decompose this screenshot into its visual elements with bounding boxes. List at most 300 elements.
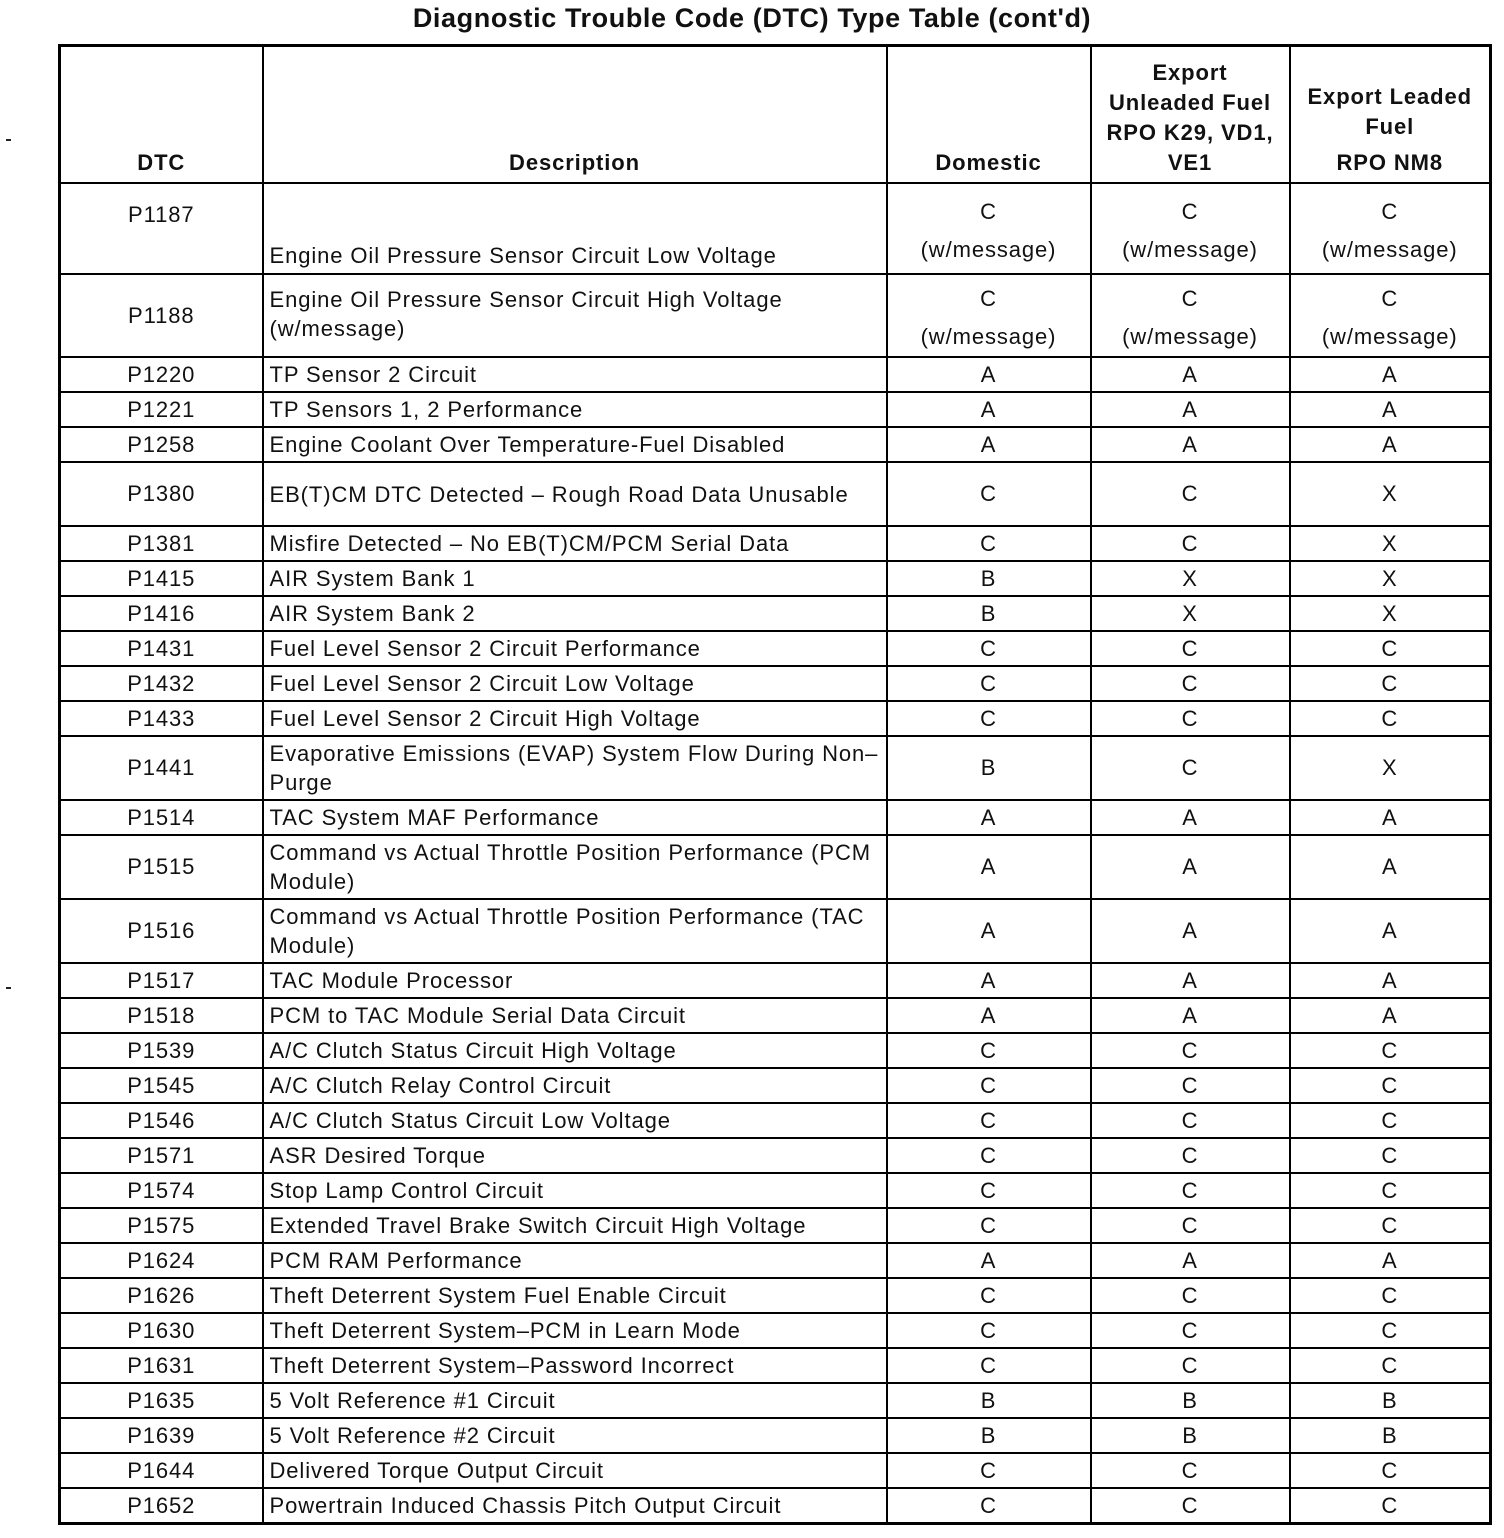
header-line: RPO NM8 bbox=[1336, 150, 1444, 175]
type-value: C bbox=[1181, 1037, 1199, 1063]
export-unleaded-type-cell bbox=[1091, 561, 1290, 596]
table-row bbox=[60, 736, 1491, 800]
type-value: C bbox=[1181, 285, 1199, 311]
table-row bbox=[60, 392, 1491, 427]
domestic-type-cell bbox=[887, 1208, 1091, 1243]
domestic-type-cell bbox=[887, 963, 1091, 998]
table-row bbox=[60, 561, 1491, 596]
dtc-code-cell: P1431 bbox=[60, 631, 263, 666]
margin-mark bbox=[6, 987, 11, 989]
dtc-code-cell: P1630 bbox=[60, 1313, 263, 1348]
type-value: C bbox=[1181, 1492, 1199, 1518]
export-leaded-type-cell bbox=[1290, 1243, 1491, 1278]
table-row bbox=[60, 357, 1491, 392]
type-value: A bbox=[980, 431, 997, 457]
type-value: B bbox=[1182, 1422, 1198, 1448]
type-value: A bbox=[980, 804, 997, 830]
table-row bbox=[60, 1313, 1491, 1348]
header-line: Unleaded Fuel bbox=[1108, 90, 1272, 115]
page-title: Diagnostic Trouble Code (DTC) Type Table (cont'd) bbox=[412, 3, 1092, 33]
type-value: C bbox=[1381, 1212, 1399, 1238]
type-value: C bbox=[1181, 1212, 1199, 1238]
table-row bbox=[60, 1033, 1491, 1068]
domestic-type-cell bbox=[887, 561, 1091, 596]
export-unleaded-type-cell bbox=[1091, 1453, 1290, 1488]
type-value: A bbox=[1182, 1002, 1198, 1028]
export-leaded-type-cell bbox=[1290, 736, 1491, 800]
type-value: C bbox=[980, 1072, 997, 1098]
table-row bbox=[60, 835, 1491, 899]
dtc-type-table bbox=[58, 44, 1492, 1525]
description-cell: Theft Deterrent System–Password Incorrect bbox=[263, 1348, 887, 1383]
description-cell: Command vs Actual Throttle Position Performance (TAC Module) bbox=[263, 899, 887, 963]
type-value: A bbox=[1182, 1247, 1198, 1273]
export-leaded-type-cell bbox=[1290, 666, 1491, 701]
type-value: B bbox=[1381, 1387, 1398, 1413]
export-leaded-type-cell bbox=[1290, 1313, 1491, 1348]
domestic-type-cell bbox=[887, 899, 1091, 963]
export-unleaded-type-cell bbox=[1091, 963, 1290, 998]
domestic-type-cell bbox=[887, 596, 1091, 631]
export-leaded-type-cell bbox=[1290, 998, 1491, 1033]
export-unleaded-type-cell bbox=[1091, 1068, 1290, 1103]
type-value: C bbox=[980, 1457, 997, 1483]
table-row bbox=[60, 1278, 1491, 1313]
export-unleaded-type-cell bbox=[1091, 666, 1290, 701]
table-row bbox=[60, 462, 1491, 526]
dtc-code-cell: P1652 bbox=[60, 1488, 263, 1524]
export-leaded-type-cell bbox=[1290, 1418, 1491, 1453]
domestic-type-cell bbox=[887, 1383, 1091, 1418]
export-unleaded-type-cell bbox=[1091, 1488, 1290, 1524]
type-value: C bbox=[1181, 705, 1199, 731]
dtc-code-cell: P1517 bbox=[60, 963, 263, 998]
description-cell: TAC Module Processor bbox=[263, 963, 887, 998]
type-value: C bbox=[1381, 670, 1399, 696]
dtc-code-cell: P1416 bbox=[60, 596, 263, 631]
description-cell: TAC System MAF Performance bbox=[263, 800, 887, 835]
type-value: X bbox=[1381, 565, 1398, 591]
type-value: C bbox=[1381, 198, 1399, 224]
dtc-code-cell: P1631 bbox=[60, 1348, 263, 1383]
export-unleaded-type-cell bbox=[1091, 462, 1290, 526]
description-cell: Engine Coolant Over Temperature-Fuel Disabled bbox=[263, 427, 887, 462]
export-leaded-type-cell bbox=[1290, 427, 1491, 462]
export-leaded-type-cell bbox=[1290, 1138, 1491, 1173]
type-value: B bbox=[1381, 1422, 1398, 1448]
domestic-type-cell bbox=[887, 427, 1091, 462]
type-value: C bbox=[1181, 1107, 1199, 1133]
type-value: C bbox=[980, 198, 997, 224]
type-value: A bbox=[1182, 967, 1198, 993]
type-value: C bbox=[980, 1177, 997, 1203]
dtc-code-cell: P1432 bbox=[60, 666, 263, 701]
type-value: A bbox=[1182, 918, 1198, 943]
type-value: A bbox=[1381, 396, 1398, 422]
dtc-code-cell: P1516 bbox=[60, 899, 263, 963]
type-value: C bbox=[1181, 1072, 1199, 1098]
export-unleaded-type-cell bbox=[1091, 1348, 1290, 1383]
type-value: C bbox=[1181, 670, 1199, 696]
type-value: C bbox=[980, 635, 997, 661]
domestic-type-cell bbox=[887, 631, 1091, 666]
export-leaded-type-cell bbox=[1290, 462, 1491, 526]
domestic-type-cell bbox=[887, 1453, 1091, 1488]
type-value: C bbox=[1381, 1492, 1399, 1518]
table-body bbox=[60, 183, 1491, 1524]
description-cell: ASR Desired Torque bbox=[263, 1138, 887, 1173]
export-leaded-type-cell bbox=[1290, 1453, 1491, 1488]
export-unleaded-type-cell bbox=[1091, 274, 1290, 357]
type-value: (w/message) bbox=[1122, 236, 1258, 262]
dtc-code-cell: P1441 bbox=[60, 736, 263, 800]
dtc-code-cell: P1626 bbox=[60, 1278, 263, 1313]
header-line: VE1 bbox=[1167, 150, 1213, 175]
margin-mark bbox=[6, 139, 11, 141]
table-row bbox=[60, 1453, 1491, 1488]
table-row bbox=[60, 596, 1491, 631]
type-value: (w/message) bbox=[920, 323, 1057, 349]
table-row bbox=[60, 1243, 1491, 1278]
table-row bbox=[60, 1103, 1491, 1138]
type-value: X bbox=[1381, 755, 1398, 780]
export-leaded-type-cell bbox=[1290, 1103, 1491, 1138]
type-value: (w/message) bbox=[1321, 323, 1458, 349]
type-value: A bbox=[1182, 361, 1198, 387]
export-leaded-type-cell bbox=[1290, 561, 1491, 596]
description-cell: Engine Oil Pressure Sensor Circuit Low Voltage bbox=[263, 183, 887, 274]
export-leaded-type-cell bbox=[1290, 183, 1491, 274]
type-value: C bbox=[980, 285, 997, 311]
description-cell: Command vs Actual Throttle Position Performance (PCM Module) bbox=[263, 835, 887, 899]
type-value: C bbox=[1181, 1317, 1199, 1343]
description-cell: PCM RAM Performance bbox=[263, 1243, 887, 1278]
dtc-code-cell: P1539 bbox=[60, 1033, 263, 1068]
description-cell: Fuel Level Sensor 2 Circuit Low Voltage bbox=[263, 666, 887, 701]
type-value: X bbox=[1381, 530, 1398, 556]
type-value: C bbox=[1181, 1352, 1199, 1378]
export-unleaded-type-cell bbox=[1091, 1418, 1290, 1453]
header-domestic: Domestic bbox=[887, 46, 1091, 184]
description-cell: Delivered Torque Output Circuit bbox=[263, 1453, 887, 1488]
type-value: A bbox=[1182, 431, 1198, 457]
export-unleaded-type-cell bbox=[1091, 357, 1290, 392]
dtc-code-cell: P1546 bbox=[60, 1103, 263, 1138]
export-unleaded-type-cell bbox=[1091, 1173, 1290, 1208]
type-value: C bbox=[980, 705, 997, 731]
description-cell: A/C Clutch Status Circuit High Voltage bbox=[263, 1033, 887, 1068]
type-value: A bbox=[980, 918, 997, 943]
export-unleaded-type-cell bbox=[1091, 526, 1290, 561]
dtc-code-cell: P1574 bbox=[60, 1173, 263, 1208]
export-leaded-type-cell bbox=[1290, 631, 1491, 666]
type-value: X bbox=[1182, 600, 1198, 626]
type-value: C bbox=[1381, 1317, 1399, 1343]
type-value: C bbox=[980, 1492, 997, 1518]
table-row bbox=[60, 427, 1491, 462]
description-cell: AIR System Bank 2 bbox=[263, 596, 887, 631]
type-value: A bbox=[980, 1002, 997, 1028]
dtc-code-cell: P1415 bbox=[60, 561, 263, 596]
description-cell: Misfire Detected – No EB(T)CM/PCM Serial Data bbox=[263, 526, 887, 561]
domestic-type-cell bbox=[887, 1103, 1091, 1138]
domestic-type-cell bbox=[887, 1068, 1091, 1103]
domestic-type-cell bbox=[887, 1418, 1091, 1453]
export-unleaded-type-cell bbox=[1091, 1383, 1290, 1418]
export-unleaded-type-cell bbox=[1091, 1208, 1290, 1243]
domestic-type-cell bbox=[887, 1313, 1091, 1348]
table-row bbox=[60, 998, 1491, 1033]
description-cell: A/C Clutch Status Circuit Low Voltage bbox=[263, 1103, 887, 1138]
domestic-type-cell bbox=[887, 357, 1091, 392]
type-value: A bbox=[1182, 396, 1198, 422]
export-unleaded-type-cell bbox=[1091, 1103, 1290, 1138]
export-unleaded-type-cell bbox=[1091, 998, 1290, 1033]
domestic-type-cell bbox=[887, 1138, 1091, 1173]
type-value: C bbox=[1181, 1457, 1199, 1483]
header-line: RPO K29, VD1, bbox=[1106, 120, 1274, 145]
type-value: C bbox=[980, 1107, 997, 1133]
type-value: B bbox=[1182, 1387, 1198, 1413]
description-cell: Engine Oil Pressure Sensor Circuit High Voltage (w/message) bbox=[263, 274, 887, 357]
export-leaded-type-cell bbox=[1290, 701, 1491, 736]
export-leaded-type-cell bbox=[1290, 1383, 1491, 1418]
type-value: C bbox=[980, 670, 997, 696]
type-value: A bbox=[980, 396, 997, 422]
table-row bbox=[60, 800, 1491, 835]
domestic-type-cell bbox=[887, 666, 1091, 701]
export-leaded-type-cell bbox=[1290, 835, 1491, 899]
header-dtc: DTC bbox=[60, 46, 263, 184]
type-value: C bbox=[1181, 1142, 1199, 1168]
type-value: C bbox=[1381, 705, 1399, 731]
dtc-code-cell: P1188 bbox=[60, 274, 263, 357]
type-value: C bbox=[1181, 1177, 1199, 1203]
description-cell: Theft Deterrent System Fuel Enable Circuit bbox=[263, 1278, 887, 1313]
export-unleaded-type-cell bbox=[1091, 1243, 1290, 1278]
dtc-code-cell: P1380 bbox=[60, 462, 263, 526]
export-leaded-type-cell bbox=[1290, 963, 1491, 998]
type-value: C bbox=[1181, 635, 1199, 661]
dtc-code-cell: P1635 bbox=[60, 1383, 263, 1418]
type-value: C bbox=[1181, 198, 1199, 224]
header-line: Export Leaded bbox=[1307, 84, 1472, 109]
description-cell: AIR System Bank 1 bbox=[263, 561, 887, 596]
export-leaded-type-cell bbox=[1290, 357, 1491, 392]
domestic-type-cell bbox=[887, 701, 1091, 736]
type-value: C bbox=[1381, 1352, 1399, 1378]
type-value: A bbox=[1381, 854, 1398, 879]
type-value: C bbox=[980, 1142, 997, 1168]
header-export-leaded bbox=[1290, 46, 1491, 184]
export-unleaded-type-cell bbox=[1091, 835, 1290, 899]
export-leaded-type-cell bbox=[1290, 1278, 1491, 1313]
dtc-code-cell: P1624 bbox=[60, 1243, 263, 1278]
table-row bbox=[60, 1173, 1491, 1208]
export-leaded-type-cell bbox=[1290, 800, 1491, 835]
type-value: A bbox=[1381, 1002, 1398, 1028]
table-row bbox=[60, 1418, 1491, 1453]
dtc-code-cell: P1575 bbox=[60, 1208, 263, 1243]
type-value: C bbox=[980, 1212, 997, 1238]
export-unleaded-type-cell bbox=[1091, 800, 1290, 835]
type-value: A bbox=[980, 1247, 997, 1273]
domestic-type-cell bbox=[887, 183, 1091, 274]
export-unleaded-type-cell bbox=[1091, 596, 1290, 631]
dtc-code-cell: P1258 bbox=[60, 427, 263, 462]
type-value: C bbox=[1381, 285, 1399, 311]
table-row bbox=[60, 1348, 1491, 1383]
domestic-type-cell bbox=[887, 800, 1091, 835]
type-value: A bbox=[980, 361, 997, 387]
type-value: B bbox=[980, 565, 997, 591]
type-value: C bbox=[1381, 1037, 1399, 1063]
domestic-type-cell bbox=[887, 1243, 1091, 1278]
export-unleaded-type-cell bbox=[1091, 899, 1290, 963]
type-value: C bbox=[980, 1037, 997, 1063]
export-unleaded-type-cell bbox=[1091, 183, 1290, 274]
export-leaded-type-cell bbox=[1290, 1488, 1491, 1524]
export-unleaded-type-cell bbox=[1091, 1033, 1290, 1068]
domestic-type-cell bbox=[887, 1488, 1091, 1524]
header-export-unleaded bbox=[1091, 46, 1290, 184]
export-leaded-type-cell bbox=[1290, 596, 1491, 631]
table-row bbox=[60, 1138, 1491, 1173]
description-cell: Fuel Level Sensor 2 Circuit Performance bbox=[263, 631, 887, 666]
dtc-code-cell: P1545 bbox=[60, 1068, 263, 1103]
header-row bbox=[60, 46, 1491, 184]
description-cell: Powertrain Induced Chassis Pitch Output Circuit bbox=[263, 1488, 887, 1524]
description-cell: EB(T)CM DTC Detected – Rough Road Data Unusable bbox=[263, 462, 887, 526]
type-value: C bbox=[1381, 1142, 1399, 1168]
description-cell: 5 Volt Reference #2 Circuit bbox=[263, 1418, 887, 1453]
type-value: A bbox=[1381, 804, 1398, 830]
dtc-code-cell: P1515 bbox=[60, 835, 263, 899]
header-line: Export bbox=[1152, 60, 1228, 85]
type-value: X bbox=[1182, 565, 1198, 591]
type-value: C bbox=[1181, 530, 1199, 556]
dtc-code-cell: P1639 bbox=[60, 1418, 263, 1453]
dtc-code-cell: P1644 bbox=[60, 1453, 263, 1488]
table-row bbox=[60, 1383, 1491, 1418]
type-value: (w/message) bbox=[1122, 323, 1258, 349]
table-row bbox=[60, 526, 1491, 561]
export-unleaded-type-cell bbox=[1091, 701, 1290, 736]
type-value: A bbox=[1182, 854, 1198, 879]
export-unleaded-type-cell bbox=[1091, 736, 1290, 800]
type-value: X bbox=[1381, 481, 1398, 506]
type-value: C bbox=[1381, 1282, 1399, 1308]
type-value: C bbox=[1181, 1282, 1199, 1308]
description-cell: Theft Deterrent System–PCM in Learn Mode bbox=[263, 1313, 887, 1348]
description-cell: TP Sensors 1, 2 Performance bbox=[263, 392, 887, 427]
type-value: C bbox=[980, 481, 997, 506]
export-unleaded-type-cell bbox=[1091, 1138, 1290, 1173]
type-value: C bbox=[980, 1352, 997, 1378]
export-leaded-type-cell bbox=[1290, 1068, 1491, 1103]
type-value: C bbox=[1181, 481, 1199, 506]
description-cell: Extended Travel Brake Switch Circuit High Voltage bbox=[263, 1208, 887, 1243]
export-leaded-type-cell bbox=[1290, 1173, 1491, 1208]
type-value: A bbox=[1381, 361, 1398, 387]
description-cell: Fuel Level Sensor 2 Circuit High Voltage bbox=[263, 701, 887, 736]
export-leaded-type-cell bbox=[1290, 392, 1491, 427]
type-value: C bbox=[1381, 1177, 1399, 1203]
export-unleaded-type-cell bbox=[1091, 1278, 1290, 1313]
header-line: Fuel bbox=[1365, 114, 1415, 139]
domestic-type-cell bbox=[887, 526, 1091, 561]
export-leaded-type-cell bbox=[1290, 274, 1491, 357]
type-value: B bbox=[980, 1422, 997, 1448]
table-row bbox=[60, 274, 1491, 357]
header-description: Description bbox=[263, 46, 887, 184]
table-row bbox=[60, 701, 1491, 736]
domestic-type-cell bbox=[887, 274, 1091, 357]
export-leaded-type-cell bbox=[1290, 526, 1491, 561]
type-value: C bbox=[980, 530, 997, 556]
type-value: C bbox=[980, 1317, 997, 1343]
dtc-code-cell: P1381 bbox=[60, 526, 263, 561]
dtc-code-cell: P1187 bbox=[60, 183, 263, 274]
type-value: A bbox=[980, 854, 997, 879]
table-row bbox=[60, 963, 1491, 998]
table-row bbox=[60, 666, 1491, 701]
domestic-type-cell bbox=[887, 1278, 1091, 1313]
export-leaded-type-cell bbox=[1290, 1033, 1491, 1068]
dtc-code-cell: P1221 bbox=[60, 392, 263, 427]
type-value: A bbox=[1381, 967, 1398, 993]
type-value: C bbox=[980, 1282, 997, 1308]
type-value: A bbox=[1381, 431, 1398, 457]
export-leaded-type-cell bbox=[1290, 899, 1491, 963]
export-unleaded-type-cell bbox=[1091, 1313, 1290, 1348]
table-row bbox=[60, 631, 1491, 666]
type-value: C bbox=[1181, 755, 1199, 780]
domestic-type-cell bbox=[887, 462, 1091, 526]
type-value: (w/message) bbox=[1321, 236, 1458, 262]
domestic-type-cell bbox=[887, 392, 1091, 427]
type-value: X bbox=[1381, 600, 1398, 626]
domestic-type-cell bbox=[887, 835, 1091, 899]
type-value: A bbox=[1182, 804, 1198, 830]
export-unleaded-type-cell bbox=[1091, 631, 1290, 666]
description-cell: TP Sensor 2 Circuit bbox=[263, 357, 887, 392]
dtc-code-cell: P1571 bbox=[60, 1138, 263, 1173]
table-row bbox=[60, 899, 1491, 963]
description-cell: A/C Clutch Relay Control Circuit bbox=[263, 1068, 887, 1103]
domestic-type-cell bbox=[887, 1173, 1091, 1208]
type-value: A bbox=[1381, 1247, 1398, 1273]
domestic-type-cell bbox=[887, 1348, 1091, 1383]
type-value: C bbox=[1381, 1107, 1399, 1133]
description-cell: PCM to TAC Module Serial Data Circuit bbox=[263, 998, 887, 1033]
dtc-code-cell: P1433 bbox=[60, 701, 263, 736]
type-value: C bbox=[1381, 635, 1399, 661]
type-value: (w/message) bbox=[920, 236, 1057, 262]
type-value: B bbox=[980, 600, 997, 626]
domestic-type-cell bbox=[887, 736, 1091, 800]
dtc-code-cell: P1514 bbox=[60, 800, 263, 835]
domestic-type-cell bbox=[887, 998, 1091, 1033]
type-value: C bbox=[1381, 1072, 1399, 1098]
type-value: C bbox=[1381, 1457, 1399, 1483]
dtc-code-cell: P1220 bbox=[60, 357, 263, 392]
type-value: B bbox=[980, 1387, 997, 1413]
table-row bbox=[60, 1488, 1491, 1524]
description-cell: Evaporative Emissions (EVAP) System Flow During Non–Purge bbox=[263, 736, 887, 800]
dtc-code-cell: P1518 bbox=[60, 998, 263, 1033]
type-value: A bbox=[980, 967, 997, 993]
